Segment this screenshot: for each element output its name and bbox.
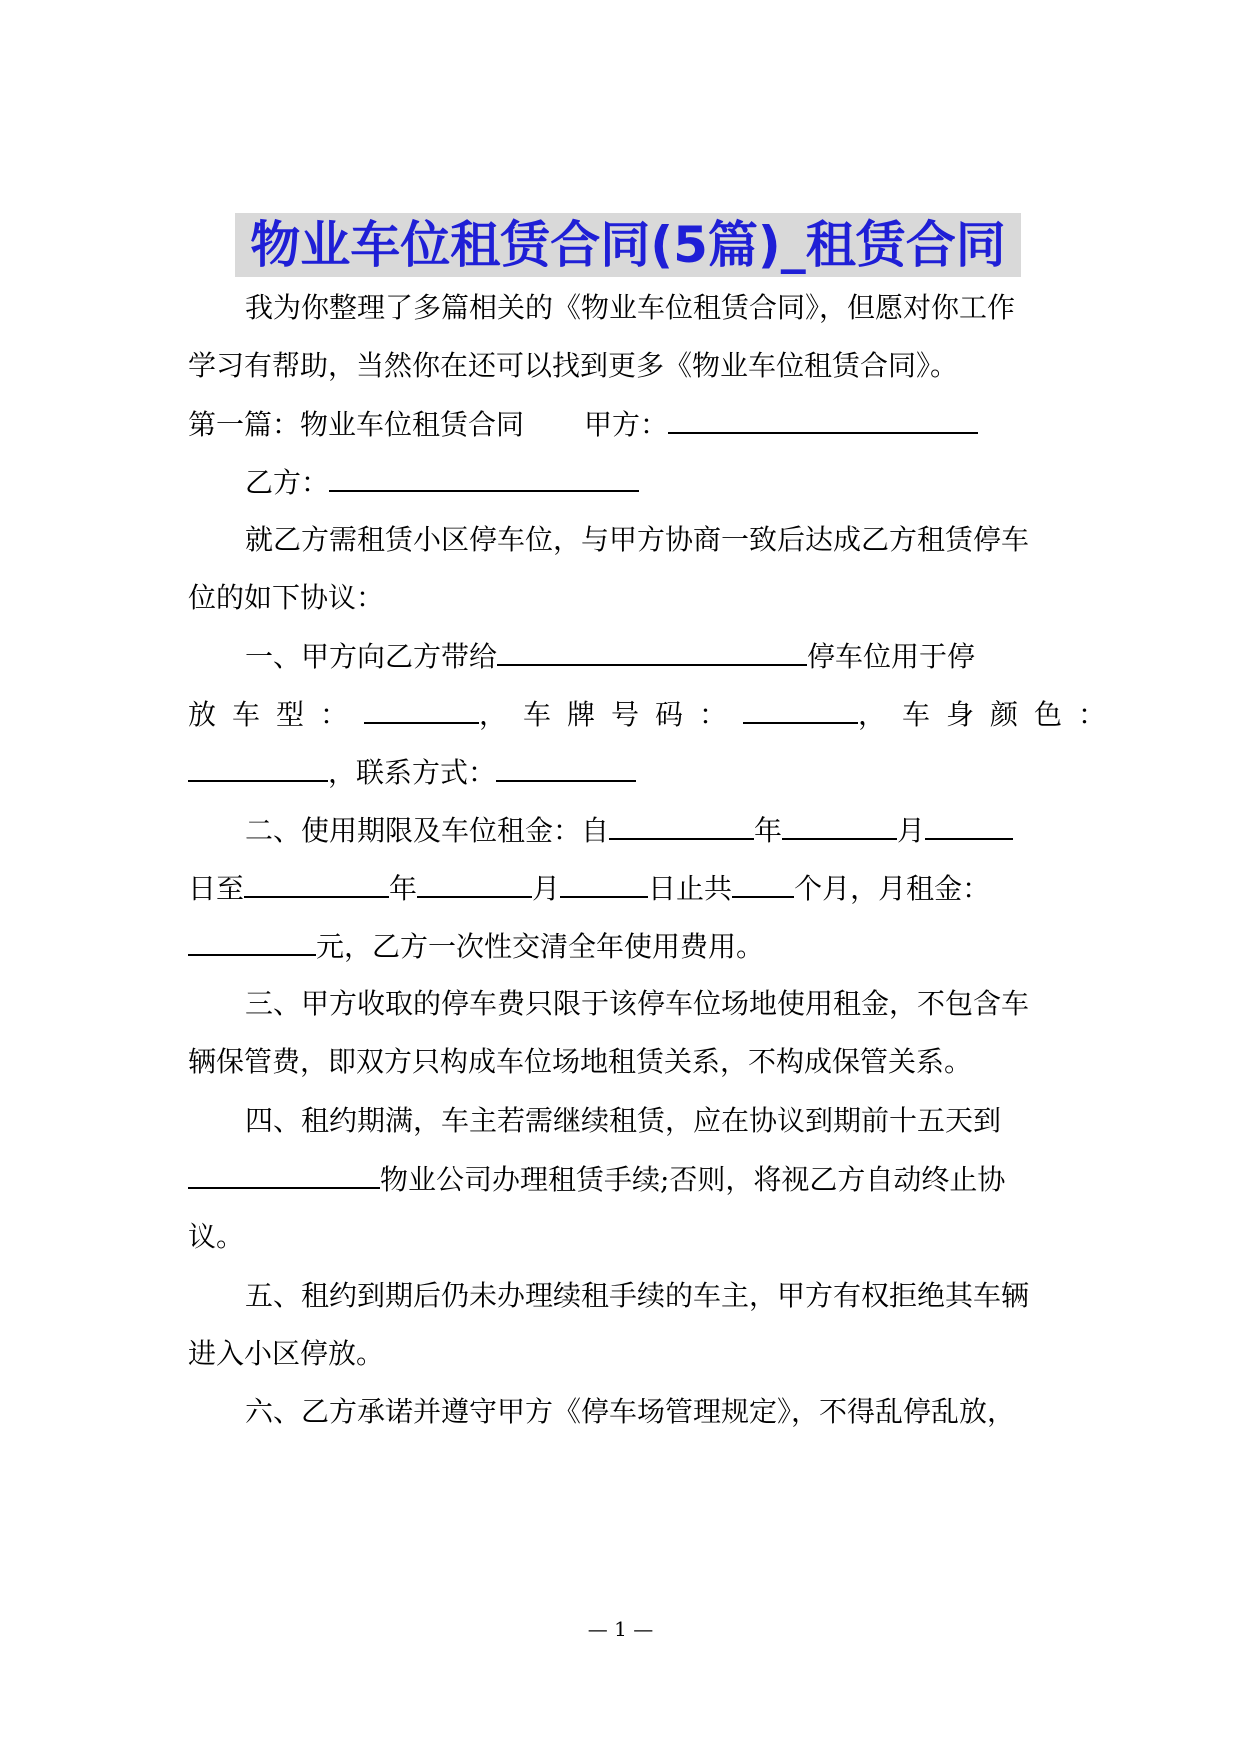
party-b-line [245, 462, 1068, 503]
contact-blank [496, 752, 636, 782]
clause-1-text: 一、甲方向乙方带给 [245, 640, 498, 673]
year-label: 年 [754, 814, 783, 847]
section-heading [188, 404, 1068, 445]
party-b-blank [329, 462, 639, 492]
contact-label: ，联系方式： [328, 756, 497, 789]
clause-6-line-1: 六、乙方承诺并遵守甲方《停车场管理规定》，不得乱停乱放， [245, 1395, 1016, 1428]
plate-number-blank [743, 694, 858, 724]
end-month-blank [417, 868, 532, 898]
clause-5-line-2: 进入小区停放。 [188, 1337, 385, 1370]
clause-1-line-2 [188, 694, 1123, 735]
parking-space-blank [497, 636, 807, 666]
car-color-label: ，车身颜色： [858, 698, 1123, 731]
clause-4-line-2 [188, 1159, 1068, 1200]
clause-2-line-2 [188, 868, 1068, 909]
clause-4-text-2: 物业公司办理租赁手续;否则，将视乙方自动终止协 [380, 1163, 1006, 1196]
rent-payment-text: 元，乙方一次性交清全年使用费用。 [316, 930, 765, 963]
document-title: 物业车位租赁合同(5篇)_租赁合同 [250, 216, 1006, 274]
preamble-line-2: 位的如下协议： [188, 581, 385, 614]
clause-1-line-1 [245, 636, 1068, 677]
clause-3-line-1: 三、甲方收取的停车费只限于该停车位场地使用租金，不包含车 [245, 987, 1030, 1020]
month-label: 月 [897, 814, 926, 847]
car-model-label: 放车型： [188, 698, 365, 731]
rent-blank [188, 926, 316, 956]
clause-2-line-1 [245, 810, 1068, 851]
car-model-blank [364, 694, 479, 724]
preamble-line-1: 就乙方需租赁小区停车位，与甲方协商一致后达成乙方租赁停车 [245, 523, 1030, 556]
clause-4-line-1: 四、租约期满，车主若需继续租赁，应在协议到期前十五天到 [245, 1104, 1002, 1137]
end-year-blank [244, 868, 389, 898]
clause-1-text-2: 停车位用于停 [807, 640, 976, 673]
section-title: 第一篇：物业车位租赁合同 [188, 408, 525, 441]
clause-1-line-3 [188, 752, 1068, 793]
plate-number-label: ，车牌号码： [479, 698, 744, 731]
clause-5-line-1: 五、租约到期后仍未办理续租手续的车主，甲方有权拒绝其车辆 [245, 1279, 1030, 1312]
month-label-2: 月 [532, 872, 561, 905]
property-company-blank [188, 1159, 380, 1189]
start-month-blank [782, 810, 897, 840]
party-a-label: 甲方： [584, 408, 669, 441]
car-color-blank [188, 752, 328, 782]
intro-line-2: 学习有帮助，当然你在还可以找到更多《物业车位租赁合同》。 [188, 349, 959, 382]
intro-line-1: 我为你整理了多篇相关的《物业车位租赁合同》，但愿对你工作 [245, 291, 1016, 324]
party-a-blank [668, 404, 978, 434]
party-b-label: 乙方： [245, 466, 330, 499]
clause-3-line-2: 辆保管费，即双方只构成车位场地租赁关系，不构成保管关系。 [188, 1045, 973, 1078]
start-day-blank [925, 810, 1013, 840]
months-blank [732, 868, 794, 898]
page-number: — 1 — [587, 1617, 654, 1641]
clause-2-line-3 [188, 926, 1068, 967]
start-year-blank [609, 810, 754, 840]
monthly-rent-label: 个月，月租金： [794, 872, 991, 905]
year-label-2: 年 [389, 872, 418, 905]
clause-2-text: 二、使用期限及车位租金：自 [245, 814, 610, 847]
clause-4-line-3: 议。 [188, 1220, 245, 1253]
day-to-label: 日至 [188, 872, 245, 905]
total-label: 日止共 [648, 872, 733, 905]
end-day-blank [560, 868, 648, 898]
